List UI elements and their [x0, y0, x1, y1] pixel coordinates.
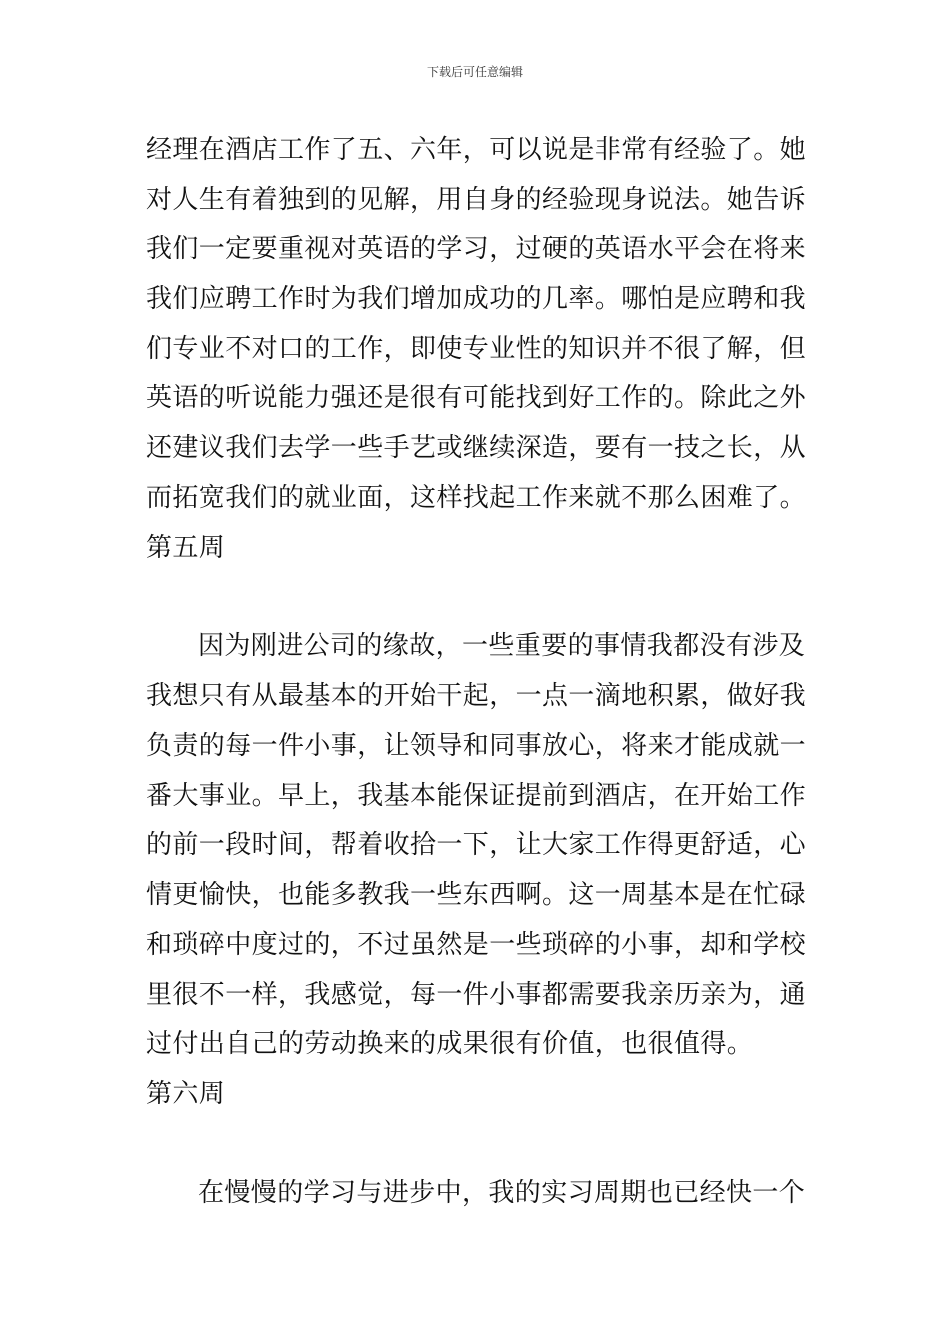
paragraph-line: 番大事业。早上，我基本能保证提前到酒店，在开始工作: [146, 781, 807, 811]
paragraph-line: 过付出自己的劳动换来的成果很有价值，也很值得。: [146, 1029, 754, 1059]
paragraph-line: 还建议我们去学一些手艺或继续深造，要有一技之长，从: [146, 433, 807, 463]
paragraph-line: 我们应聘工作时为我们增加成功的几率。哪怕是应聘和我: [146, 284, 807, 314]
paragraph-line: 因为刚进公司的缘故，一些重要的事情我都没有涉及: [198, 631, 806, 661]
section-heading-week5: 第五周: [146, 533, 226, 563]
paragraph-line: 的前一段时间，帮着收拾一下，让大家工作得更舒适，心: [146, 830, 807, 860]
paragraph-line: 们专业不对口的工作，即使专业性的知识并不很了解，但: [146, 334, 807, 364]
paragraph-line: 对人生有着独到的见解，用自身的经验现身说法。她告诉: [146, 185, 807, 215]
paragraph-line: 情更愉快，也能多教我一些东西啊。这一周基本是在忙碌: [146, 880, 807, 910]
paragraph-line: 而拓宽我们的就业面，这样找起工作来就不那么困难了。: [146, 483, 807, 513]
section-heading-week6: 第六周: [146, 1079, 226, 1109]
paragraph-line: 经理在酒店工作了五、六年，可以说是非常有经验了。她: [146, 135, 807, 165]
paragraph-line: 我们一定要重视对英语的学习，过硬的英语水平会在将来: [146, 234, 807, 264]
paragraph-line: 我想只有从最基本的开始干起，一点一滴地积累，做好我: [146, 681, 807, 711]
paragraph-line: 负责的每一件小事，让领导和同事放心，将来才能成就一: [146, 731, 807, 761]
paragraph-line: 在慢慢的学习与进步中，我的实习周期也已经快一个: [198, 1178, 806, 1208]
paragraph-line: 和琐碎中度过的，不过虽然是一些琐碎的小事，却和学校: [146, 930, 807, 960]
paragraph-line: 里很不一样，我感觉，每一件小事都需要我亲历亲为，通: [146, 980, 807, 1010]
page-header: 下载后可任意编辑: [426, 65, 523, 79]
paragraph-line: 英语的听说能力强还是很有可能找到好工作的。除此之外: [146, 383, 807, 413]
